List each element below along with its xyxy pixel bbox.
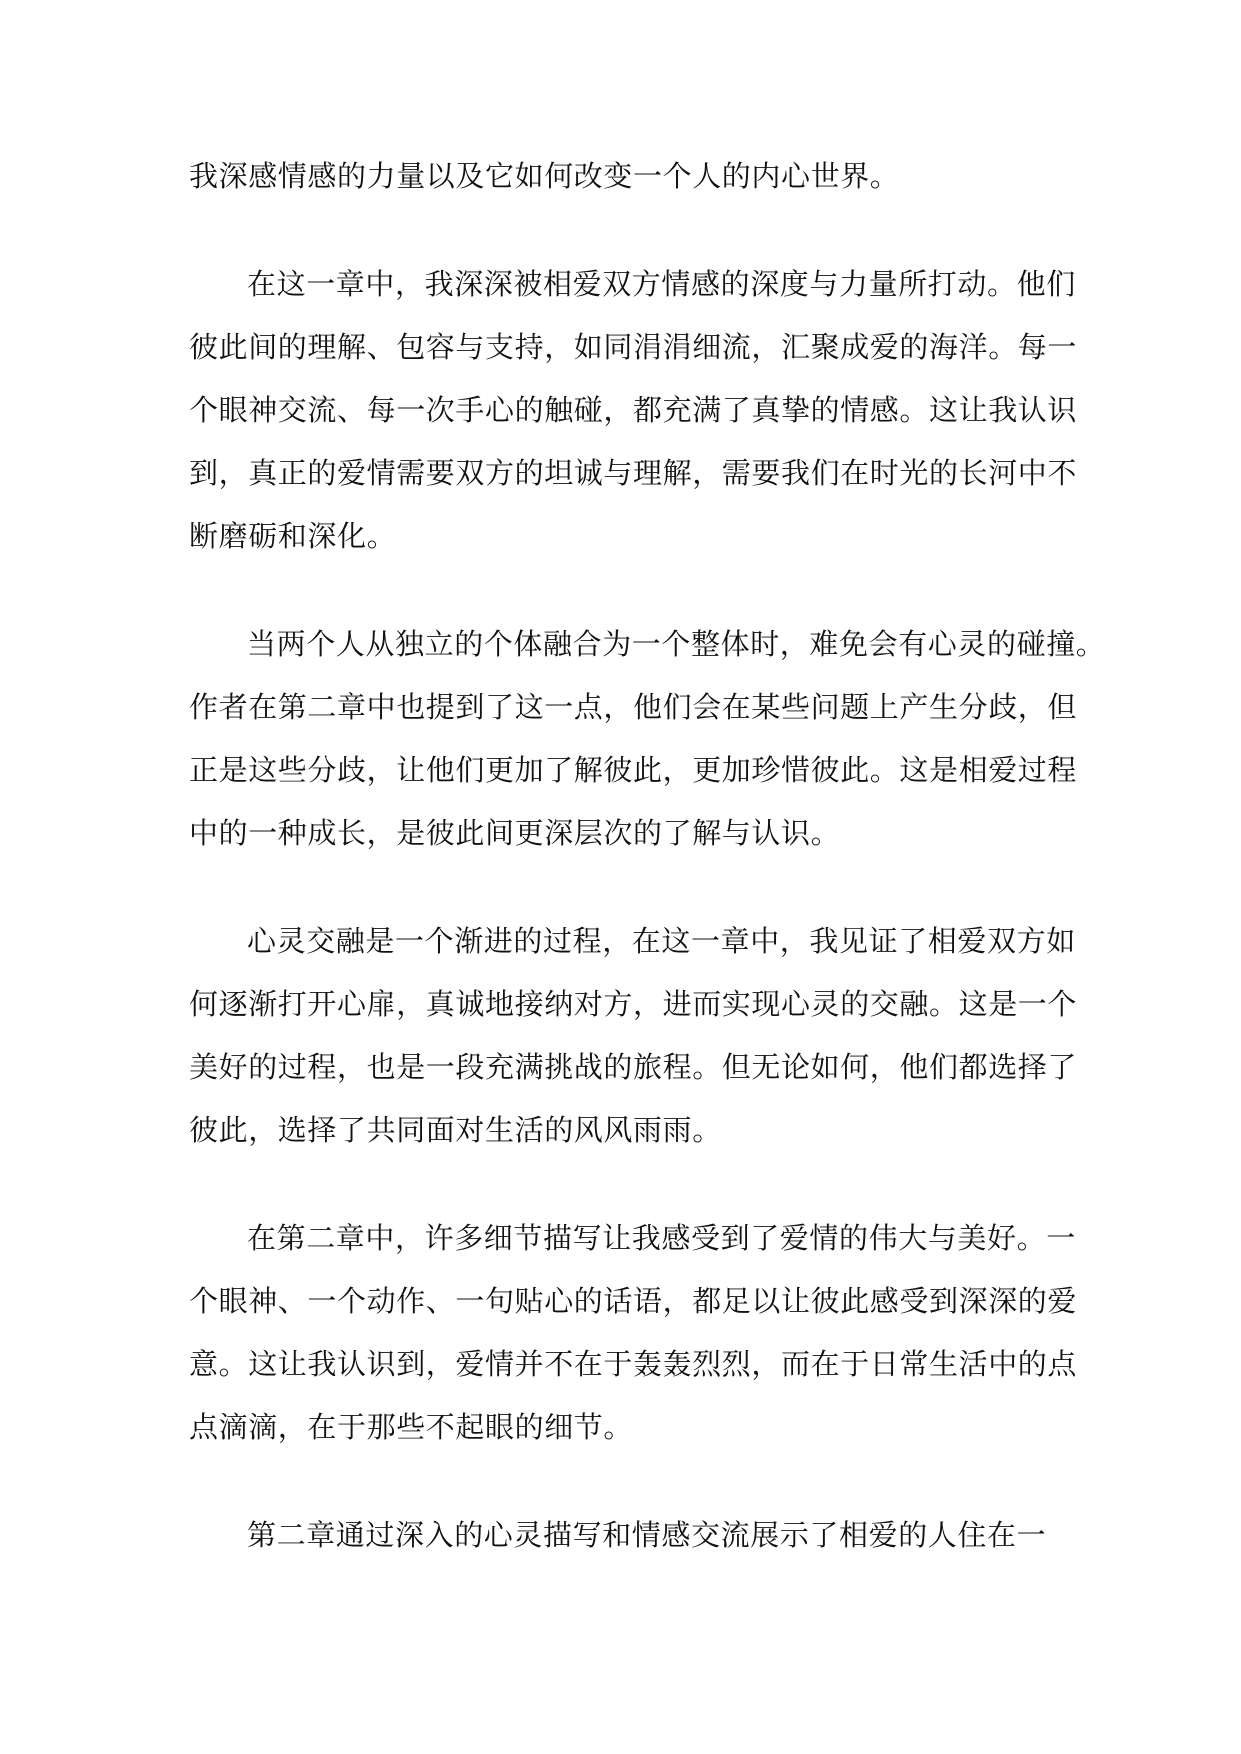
paragraph: [189, 145, 1057, 208]
text-line: 美好的过程，也是一段充满挑战的旅程。但无论如何，他们都选择了: [189, 1050, 1078, 1084]
text-line: 第二章通过深入的心灵描写和情感交流展示了相爱的人住在一: [247, 1518, 1047, 1552]
text-line: 正是这些分歧，让他们更加了解彼此，更加珍惜彼此。这是相爱过程: [189, 753, 1078, 787]
document-body: [189, 145, 1106, 1567]
text-line: 心灵交融是一个渐进的过程，在这一章中，我见证了相爱双方如: [247, 924, 1076, 958]
text-line: 个眼神交流、每一次手心的触碰，都充满了真挚的情感。这让我认识: [189, 393, 1078, 427]
text-line: 中的一种成长，是彼此间更深层次的了解与认识。: [189, 816, 841, 850]
paragraph: [189, 1504, 1057, 1567]
text-line: 彼此，选择了共同面对生活的风风雨雨。: [189, 1113, 722, 1147]
paragraph: [189, 1207, 1078, 1459]
paragraph-gap: [189, 1162, 1057, 1207]
text-line: 当两个人从独立的个体融合为一个整体时，难免会有心灵的碰撞。: [247, 627, 1106, 661]
text-line: 在这一章中，我深深被相爱双方情感的深度与力量所打动。他们: [247, 267, 1076, 301]
text-line: 我深感情感的力量以及它如何改变一个人的内心世界。: [189, 159, 900, 193]
paragraph-gap: [189, 1459, 1057, 1504]
text-line: 断磨砺和深化。: [189, 519, 397, 553]
text-line: 个眼神、一个动作、一句贴心的话语，都足以让彼此感受到深深的爱: [189, 1284, 1078, 1318]
text-line: 彼此间的理解、包容与支持，如同涓涓细流，汇聚成爱的海洋。每一: [189, 330, 1078, 364]
text-line: 作者在第二章中也提到了这一点，他们会在某些问题上产生分歧，但: [189, 690, 1078, 724]
paragraph-gap: [189, 568, 1057, 613]
paragraph-gap: [189, 208, 1057, 253]
paragraph: [189, 613, 1106, 865]
paragraph: [189, 253, 1078, 568]
text-line: 何逐渐打开心扉，真诚地接纳对方，进而实现心灵的交融。这是一个: [189, 987, 1078, 1021]
text-line: 意。这让我认识到，爱情并不在于轰轰烈烈，而在于日常生活中的点: [189, 1347, 1078, 1381]
text-line: 在第二章中，许多细节描写让我感受到了爱情的伟大与美好。一: [247, 1221, 1076, 1255]
paragraph-gap: [189, 865, 1057, 910]
text-line: 点滴滴，在于那些不起眼的细节。: [189, 1410, 634, 1444]
text-line: 到，真正的爱情需要双方的坦诚与理解，需要我们在时光的长河中不: [189, 456, 1078, 490]
paragraph: [189, 910, 1078, 1162]
